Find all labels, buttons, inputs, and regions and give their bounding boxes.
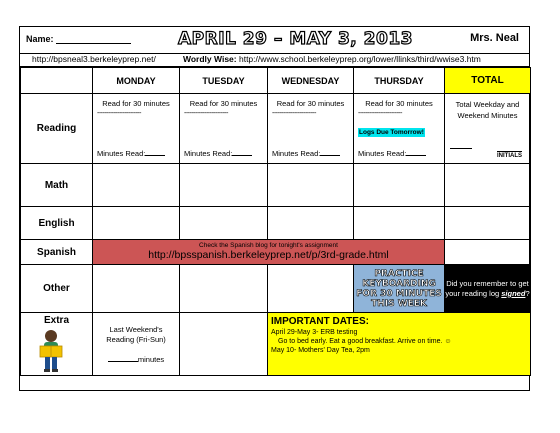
sheet-header bbox=[20, 27, 529, 54]
reading-log-reminder bbox=[445, 265, 531, 313]
minutes-read-label: Minutes Read: bbox=[358, 149, 407, 158]
other-cell bbox=[180, 265, 268, 313]
minutes-read-field bbox=[97, 148, 165, 158]
name-blank-line bbox=[56, 34, 131, 44]
important-line: April 29-May 3- ERB testing bbox=[271, 329, 358, 336]
reading-total-cell bbox=[445, 94, 531, 164]
minutes-read-label: Minutes Read: bbox=[272, 149, 321, 158]
weekend-minutes-blank bbox=[108, 354, 138, 362]
math-cell bbox=[268, 164, 354, 207]
signature-line: ------------------------ bbox=[97, 110, 141, 117]
row-label-extra: Extra bbox=[43, 315, 69, 326]
wordly-wise-label: Wordly Wise: bbox=[183, 54, 237, 64]
important-line: May 10- Mothers' Day Tea, 2pm bbox=[271, 347, 370, 354]
class-site-link[interactable]: http://bpsneal3.berkeleyprep.net/ bbox=[32, 54, 156, 64]
reading-assignment: Read for 30 minutes bbox=[189, 99, 258, 108]
english-cell bbox=[180, 207, 268, 240]
minutes-blank bbox=[232, 148, 252, 156]
row-label-other: Other bbox=[21, 265, 93, 313]
minutes-blank bbox=[320, 148, 340, 156]
minutes-blank bbox=[145, 148, 165, 156]
spanish-note: Check the Spanish blog for tonight's assignment bbox=[199, 242, 338, 249]
math-cell bbox=[354, 164, 445, 207]
math-cell bbox=[180, 164, 268, 207]
logs-due-badge: Logs Due Tomorrow! bbox=[359, 129, 424, 136]
spanish-assignment-cell bbox=[93, 240, 445, 265]
minutes-blank bbox=[406, 148, 426, 156]
schedule-grid bbox=[20, 67, 531, 376]
reminder-signed: signed bbox=[501, 288, 526, 298]
english-cell bbox=[445, 207, 531, 240]
reading-cell-monday bbox=[93, 94, 180, 164]
reminder-text: Did you remember to get your reading log bbox=[445, 278, 529, 298]
english-cell bbox=[93, 207, 180, 240]
row-label-reading: Reading bbox=[21, 94, 93, 164]
row-label-spanish: Spanish bbox=[21, 240, 93, 265]
reading-child-image bbox=[35, 329, 67, 373]
math-cell bbox=[93, 164, 180, 207]
row-label-math: Math bbox=[21, 164, 93, 207]
name-field bbox=[26, 34, 131, 44]
day-header-wednesday: WEDNESDAY bbox=[268, 68, 354, 94]
english-cell bbox=[268, 207, 354, 240]
day-header-thursday: THURSDAY bbox=[354, 68, 445, 94]
day-header-tuesday: TUESDAY bbox=[180, 68, 268, 94]
spanish-blog-link[interactable]: http://bpsspanish.berkeleyprep.net/p/3rd-grade.html bbox=[148, 249, 389, 261]
reading-cell-thursday bbox=[354, 94, 445, 164]
reading-assignment: Read for 30 minutes bbox=[276, 99, 345, 108]
last-weekend-cell bbox=[93, 313, 180, 376]
minutes-read-label: Minutes Read: bbox=[97, 149, 146, 158]
spanish-total-cell bbox=[445, 240, 531, 265]
other-cell bbox=[268, 265, 354, 313]
english-cell bbox=[354, 207, 445, 240]
reading-assignment: Read for 30 minutes bbox=[365, 99, 433, 108]
links-bar bbox=[20, 53, 529, 67]
wordly-wise-link[interactable]: http://www.school.berkeleyprep.org/lower/llinks/third/wwise3.htm bbox=[238, 54, 481, 64]
homework-sheet bbox=[19, 26, 530, 391]
day-header-monday: MONDAY bbox=[93, 68, 180, 94]
minutes-read-field bbox=[272, 148, 340, 158]
week-dates-title: APRIL 29 – MAY 3, 2013 bbox=[178, 29, 413, 49]
math-cell bbox=[445, 164, 531, 207]
signature-line: ------------------------ bbox=[184, 110, 228, 117]
reading-cell-tuesday bbox=[180, 94, 268, 164]
minutes-read-label: Minutes Read: bbox=[184, 149, 233, 158]
signature-line: ------------------------ bbox=[358, 110, 402, 117]
weekend-minutes-label: minutes bbox=[137, 355, 165, 364]
keyboarding-reminder: PRACTICE KEYBOARDING FOR 30 MINUTES THIS WEEK bbox=[354, 265, 445, 313]
minutes-read-field bbox=[358, 148, 426, 158]
last-weekend-text: Last Weekend's Reading (Fri-Sun) bbox=[106, 325, 166, 344]
initials-label: INITIALS bbox=[497, 153, 522, 159]
total-minutes-text: Total Weekday and Weekend Minutes bbox=[455, 100, 520, 120]
other-cell bbox=[93, 265, 180, 313]
reading-assignment: Read for 30 minutes bbox=[102, 99, 170, 108]
wordly-wise bbox=[183, 54, 481, 64]
total-header: TOTAL bbox=[445, 68, 531, 94]
signature-line: ------------------------ bbox=[272, 110, 316, 117]
name-label: Name: bbox=[26, 34, 54, 44]
corner-cell bbox=[21, 68, 93, 94]
reading-cell-wednesday bbox=[268, 94, 354, 164]
reminder-question: ? bbox=[525, 288, 530, 298]
extra-label-cell bbox=[21, 313, 93, 376]
teacher-name: Mrs. Neal bbox=[470, 32, 519, 44]
total-blank-line bbox=[450, 148, 472, 149]
row-label-english: English bbox=[21, 207, 93, 240]
minutes-read-field bbox=[184, 148, 252, 158]
important-line: Go to bed early. Eat a good breakfast. Arrive on time. ☺ bbox=[278, 338, 452, 345]
weekend-minutes-field bbox=[93, 354, 179, 365]
important-dates-box bbox=[268, 313, 531, 376]
important-dates-title: IMPORTANT DATES: bbox=[271, 316, 369, 327]
extra-cell bbox=[180, 313, 268, 376]
